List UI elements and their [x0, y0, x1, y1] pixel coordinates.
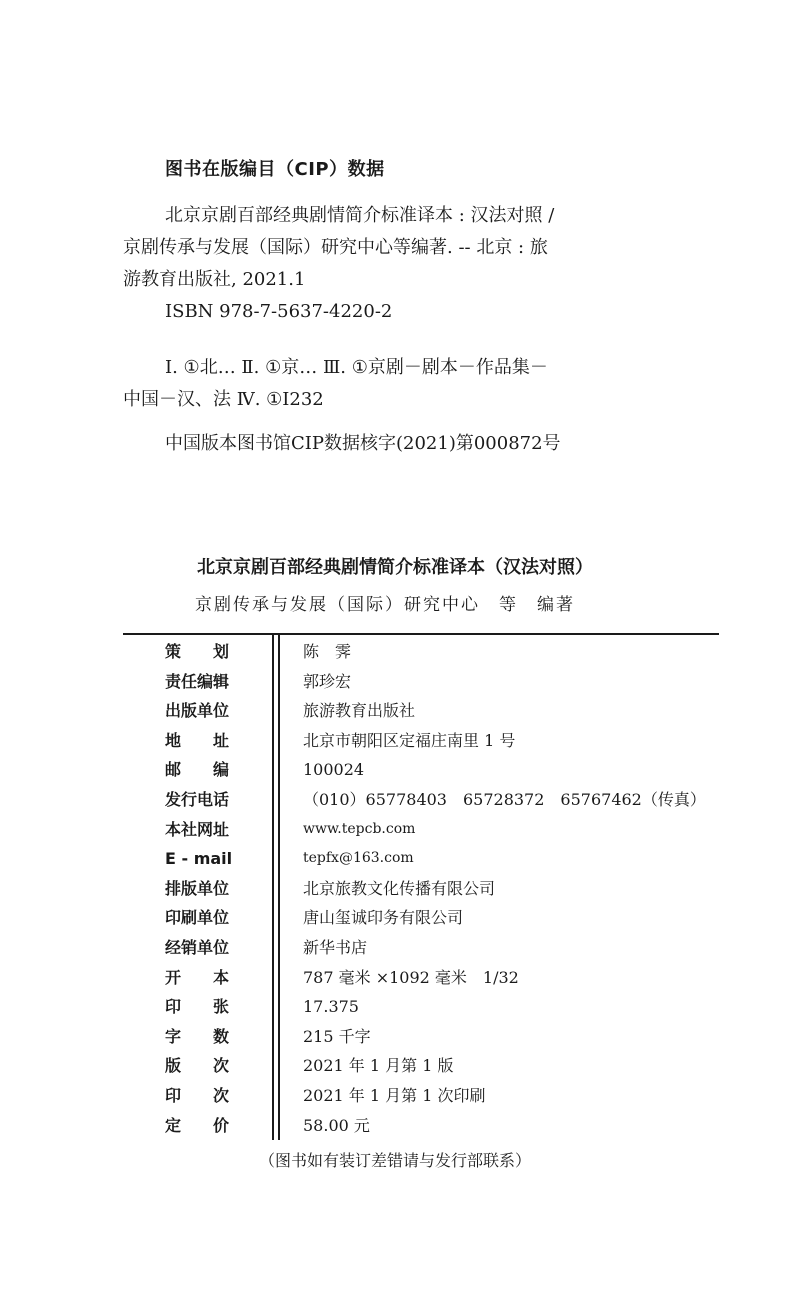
- detail-row-word-count: [0, 1022, 790, 1052]
- detail-row-planner: [0, 637, 790, 667]
- detail-row-printer: [0, 903, 790, 933]
- detail-row-price: [0, 1111, 790, 1141]
- cip-title: 图书在版编目（CIP）数据: [165, 159, 385, 180]
- detail-label: 地 址: [165, 730, 230, 750]
- detail-value: 58.00 元: [303, 1115, 370, 1135]
- detail-row-website: [0, 815, 790, 845]
- detail-row-email: [0, 844, 790, 874]
- detail-label: E - mail: [165, 849, 233, 869]
- detail-label: 版 次: [165, 1056, 230, 1076]
- cip-isbn: ISBN 978-7-5637-4220-2: [165, 301, 393, 322]
- detail-value: 旅游教育出版社: [303, 701, 416, 721]
- detail-row-format: [0, 963, 790, 993]
- publication-details-table: [0, 637, 790, 1140]
- detail-value: 新华书店: [303, 937, 368, 957]
- detail-row-typesetter: [0, 874, 790, 904]
- detail-row-printing: [0, 1081, 790, 1111]
- detail-value: 215 千字: [303, 1026, 371, 1046]
- website-link[interactable]: www.tepcb.com: [303, 820, 416, 837]
- book-title: 北京京剧百部经典剧情简介标准译本（汉法对照）: [197, 557, 593, 578]
- detail-label: 经销单位: [165, 937, 230, 957]
- cip-record-number: 中国版本图书馆CIP数据核字(2021)第000872号: [165, 433, 561, 454]
- cip-classification-line: Ⅰ. ①北… Ⅱ. ①京… Ⅲ. ①京剧－剧本－作品集－: [165, 357, 548, 378]
- detail-value: （010）65778403 65728372 65767462（传真）: [303, 789, 706, 809]
- detail-value: 北京市朝阳区定福庄南里 1 号: [303, 730, 516, 750]
- detail-row-publisher: [0, 696, 790, 726]
- book-author: 京剧传承与发展（国际）研究中心 等 编著: [195, 595, 575, 615]
- detail-row-editor: [0, 667, 790, 697]
- detail-value: 17.375: [303, 997, 359, 1017]
- detail-value: 唐山玺诚印务有限公司: [303, 908, 464, 928]
- cip-line: 北京京剧百部经典剧情简介标准译本 : 汉法对照 /: [165, 205, 555, 226]
- detail-value: 2021 年 1 月第 1 次印刷: [303, 1085, 486, 1105]
- detail-label: 邮 编: [165, 760, 230, 780]
- detail-label: 开 本: [165, 967, 230, 987]
- detail-label: 印刷单位: [165, 908, 230, 928]
- footer-note: （图书如有装订差错请与发行部联系）: [258, 1151, 531, 1170]
- detail-value: 陈 霁: [303, 642, 352, 661]
- horizontal-rule: [123, 633, 719, 635]
- detail-value: 787 毫米 ×1092 毫米 1/32: [303, 967, 519, 987]
- detail-row-postcode: [0, 755, 790, 785]
- detail-row-sheets: [0, 992, 790, 1022]
- detail-row-distributor: [0, 933, 790, 963]
- detail-label: 发行电话: [165, 789, 230, 809]
- detail-label: 印 张: [165, 997, 230, 1017]
- cip-line: 游教育出版社, 2021.1: [123, 269, 306, 290]
- detail-label: 策 划: [165, 642, 230, 661]
- detail-label: 本社网址: [165, 819, 230, 839]
- detail-label: 定 价: [165, 1115, 230, 1135]
- cip-line: 京剧传承与发展（国际）研究中心等编著. -- 北京 : 旅: [123, 237, 548, 258]
- detail-row-phone: [0, 785, 790, 815]
- detail-label: 责任编辑: [165, 671, 230, 691]
- detail-value: 100024: [303, 760, 365, 780]
- detail-label: 印 次: [165, 1085, 230, 1105]
- detail-value: 郭珍宏: [303, 671, 352, 691]
- detail-label: 字 数: [165, 1026, 230, 1046]
- detail-value: 2021 年 1 月第 1 版: [303, 1056, 454, 1076]
- detail-label: 排版单位: [165, 878, 230, 898]
- email-link[interactable]: tepfx@163.com: [303, 850, 414, 867]
- cip-record-block: [123, 200, 683, 460]
- detail-row-address: [0, 726, 790, 756]
- cip-classification-line: 中国－汉、法 Ⅳ. ①I232: [123, 389, 324, 410]
- detail-row-edition: [0, 1051, 790, 1081]
- detail-value: 北京旅教文化传播有限公司: [303, 878, 496, 898]
- detail-label: 出版单位: [165, 701, 230, 721]
